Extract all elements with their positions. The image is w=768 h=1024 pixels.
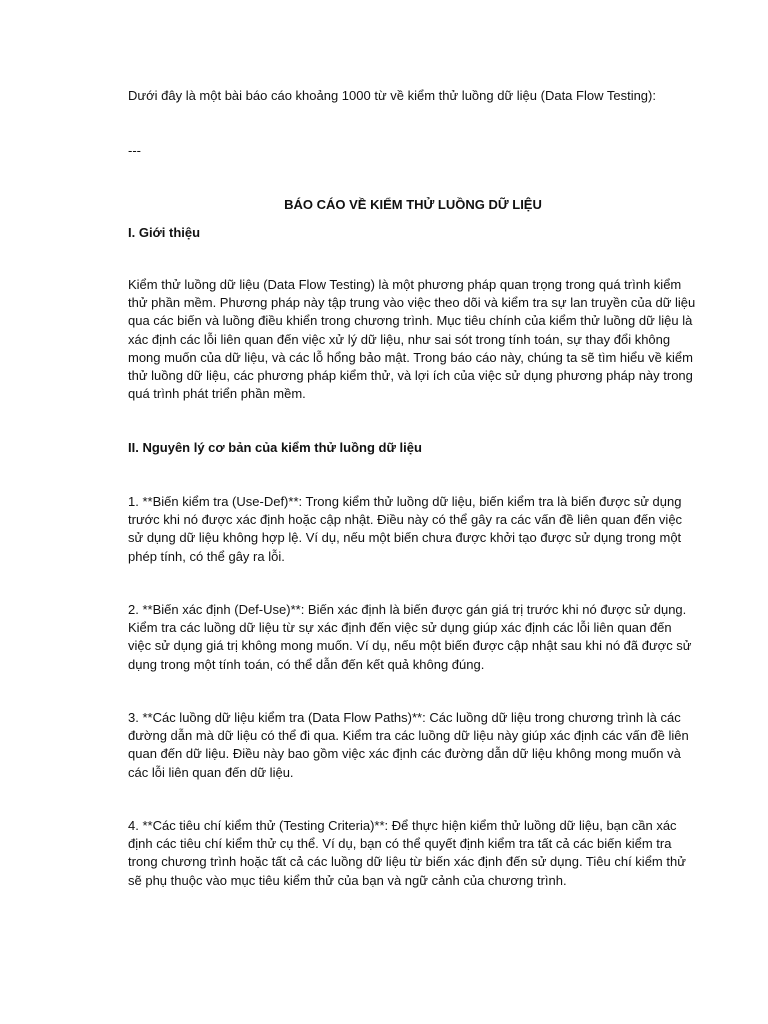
list-item-1: 1. **Biến kiểm tra (Use-Def)**: Trong kiểm thử luồng dữ liệu, biến kiểm tra là biến được sử dụng trước khi nó được xác định hoặc cập nhật. Điều này có thể gây ra các vấn đề liên quan đến việc sử dụng dữ liệu không hợp lệ. Ví dụ, nếu một biến chưa được khởi tạo được sử dụng trong một phép tính, có thể gây ra lỗi. bbox=[128, 494, 683, 564]
separator: --- bbox=[128, 143, 141, 158]
section-1-body: Kiểm thử luồng dữ liệu (Data Flow Testing) là một phương pháp quan trọng trong quá trình kiểm thử phần mềm. Phương pháp này tập trung vào việc theo dõi và kiểm tra sự lan truyền của dữ liệu qua các biến và luồng điều khiển trong chương trình. Mục tiêu chính của kiểm thử luồng dữ liệu là xác định các lỗi liên quan đến việc xử lý dữ liệu, như sai sót trong tính toán, sự thay đổi không mong muốn của dữ liệu, và các lỗ hổng bảo mật. Trong báo cáo này, chúng ta sẽ tìm hiểu về kiểm thử luồng dữ liệu, các phương pháp kiểm thử, và lợi ích của việc sử dụng phương pháp này trong quá trình phát triển phần mềm. bbox=[128, 277, 696, 402]
document-title: BÁO CÁO VỀ KIỂM THỬ LUỒNG DỮ LIỆU bbox=[284, 197, 542, 212]
section-1-heading: I. Giới thiệu bbox=[128, 225, 201, 240]
list-item-3: 3. **Các luồng dữ liệu kiểm tra (Data Flow Paths)**: Các luồng dữ liệu trong chương trình là các đường dẫn mà dữ liệu có thể đi qua. Kiểm tra các luồng dữ liệu này giúp xác định các vấn đề liên quan đến dữ liệu. Điều này bao gồm việc xác định các đường dẫn dữ liệu không mong muốn và các lỗi liên quan đến dữ liệu. bbox=[128, 710, 689, 780]
list-item-4: 4. **Các tiêu chí kiểm thử (Testing Criteria)**: Để thực hiện kiểm thử luồng dữ liệu, bạn cần xác định các tiêu chí kiểm thử cụ thể. Ví dụ, bạn có thể quyết định kiểm tra tất cả các biến kiểm tra trong chương trình hoặc tất cả các luồng dữ liệu từ biến xác định đến sử dụng. Tiêu chí kiểm thử sẽ phụ thuộc vào mục tiêu kiểm thử của bạn và ngữ cảnh của chương trình. bbox=[128, 818, 686, 888]
list-item-2: 2. **Biến xác định (Def-Use)**: Biến xác định là biến được gán giá trị trước khi nó được sử dụng. Kiểm tra các luồng dữ liệu từ sự xác định đến việc sử dụng giúp xác định các lỗi liên quan đến việc sử dụng giá trị không mong muốn. Ví dụ, nếu một biến được cập nhật sau khi nó đã được sử dụng trong một tính toán, có thể dẫn đến kết quả không đúng. bbox=[128, 602, 692, 672]
intro-line: Dưới đây là một bài báo cáo khoảng 1000 từ về kiểm thử luồng dữ liệu (Data Flow Testing): bbox=[128, 88, 656, 103]
section-2-heading: II. Nguyên lý cơ bản của kiểm thử luồng dữ liệu bbox=[128, 440, 422, 455]
